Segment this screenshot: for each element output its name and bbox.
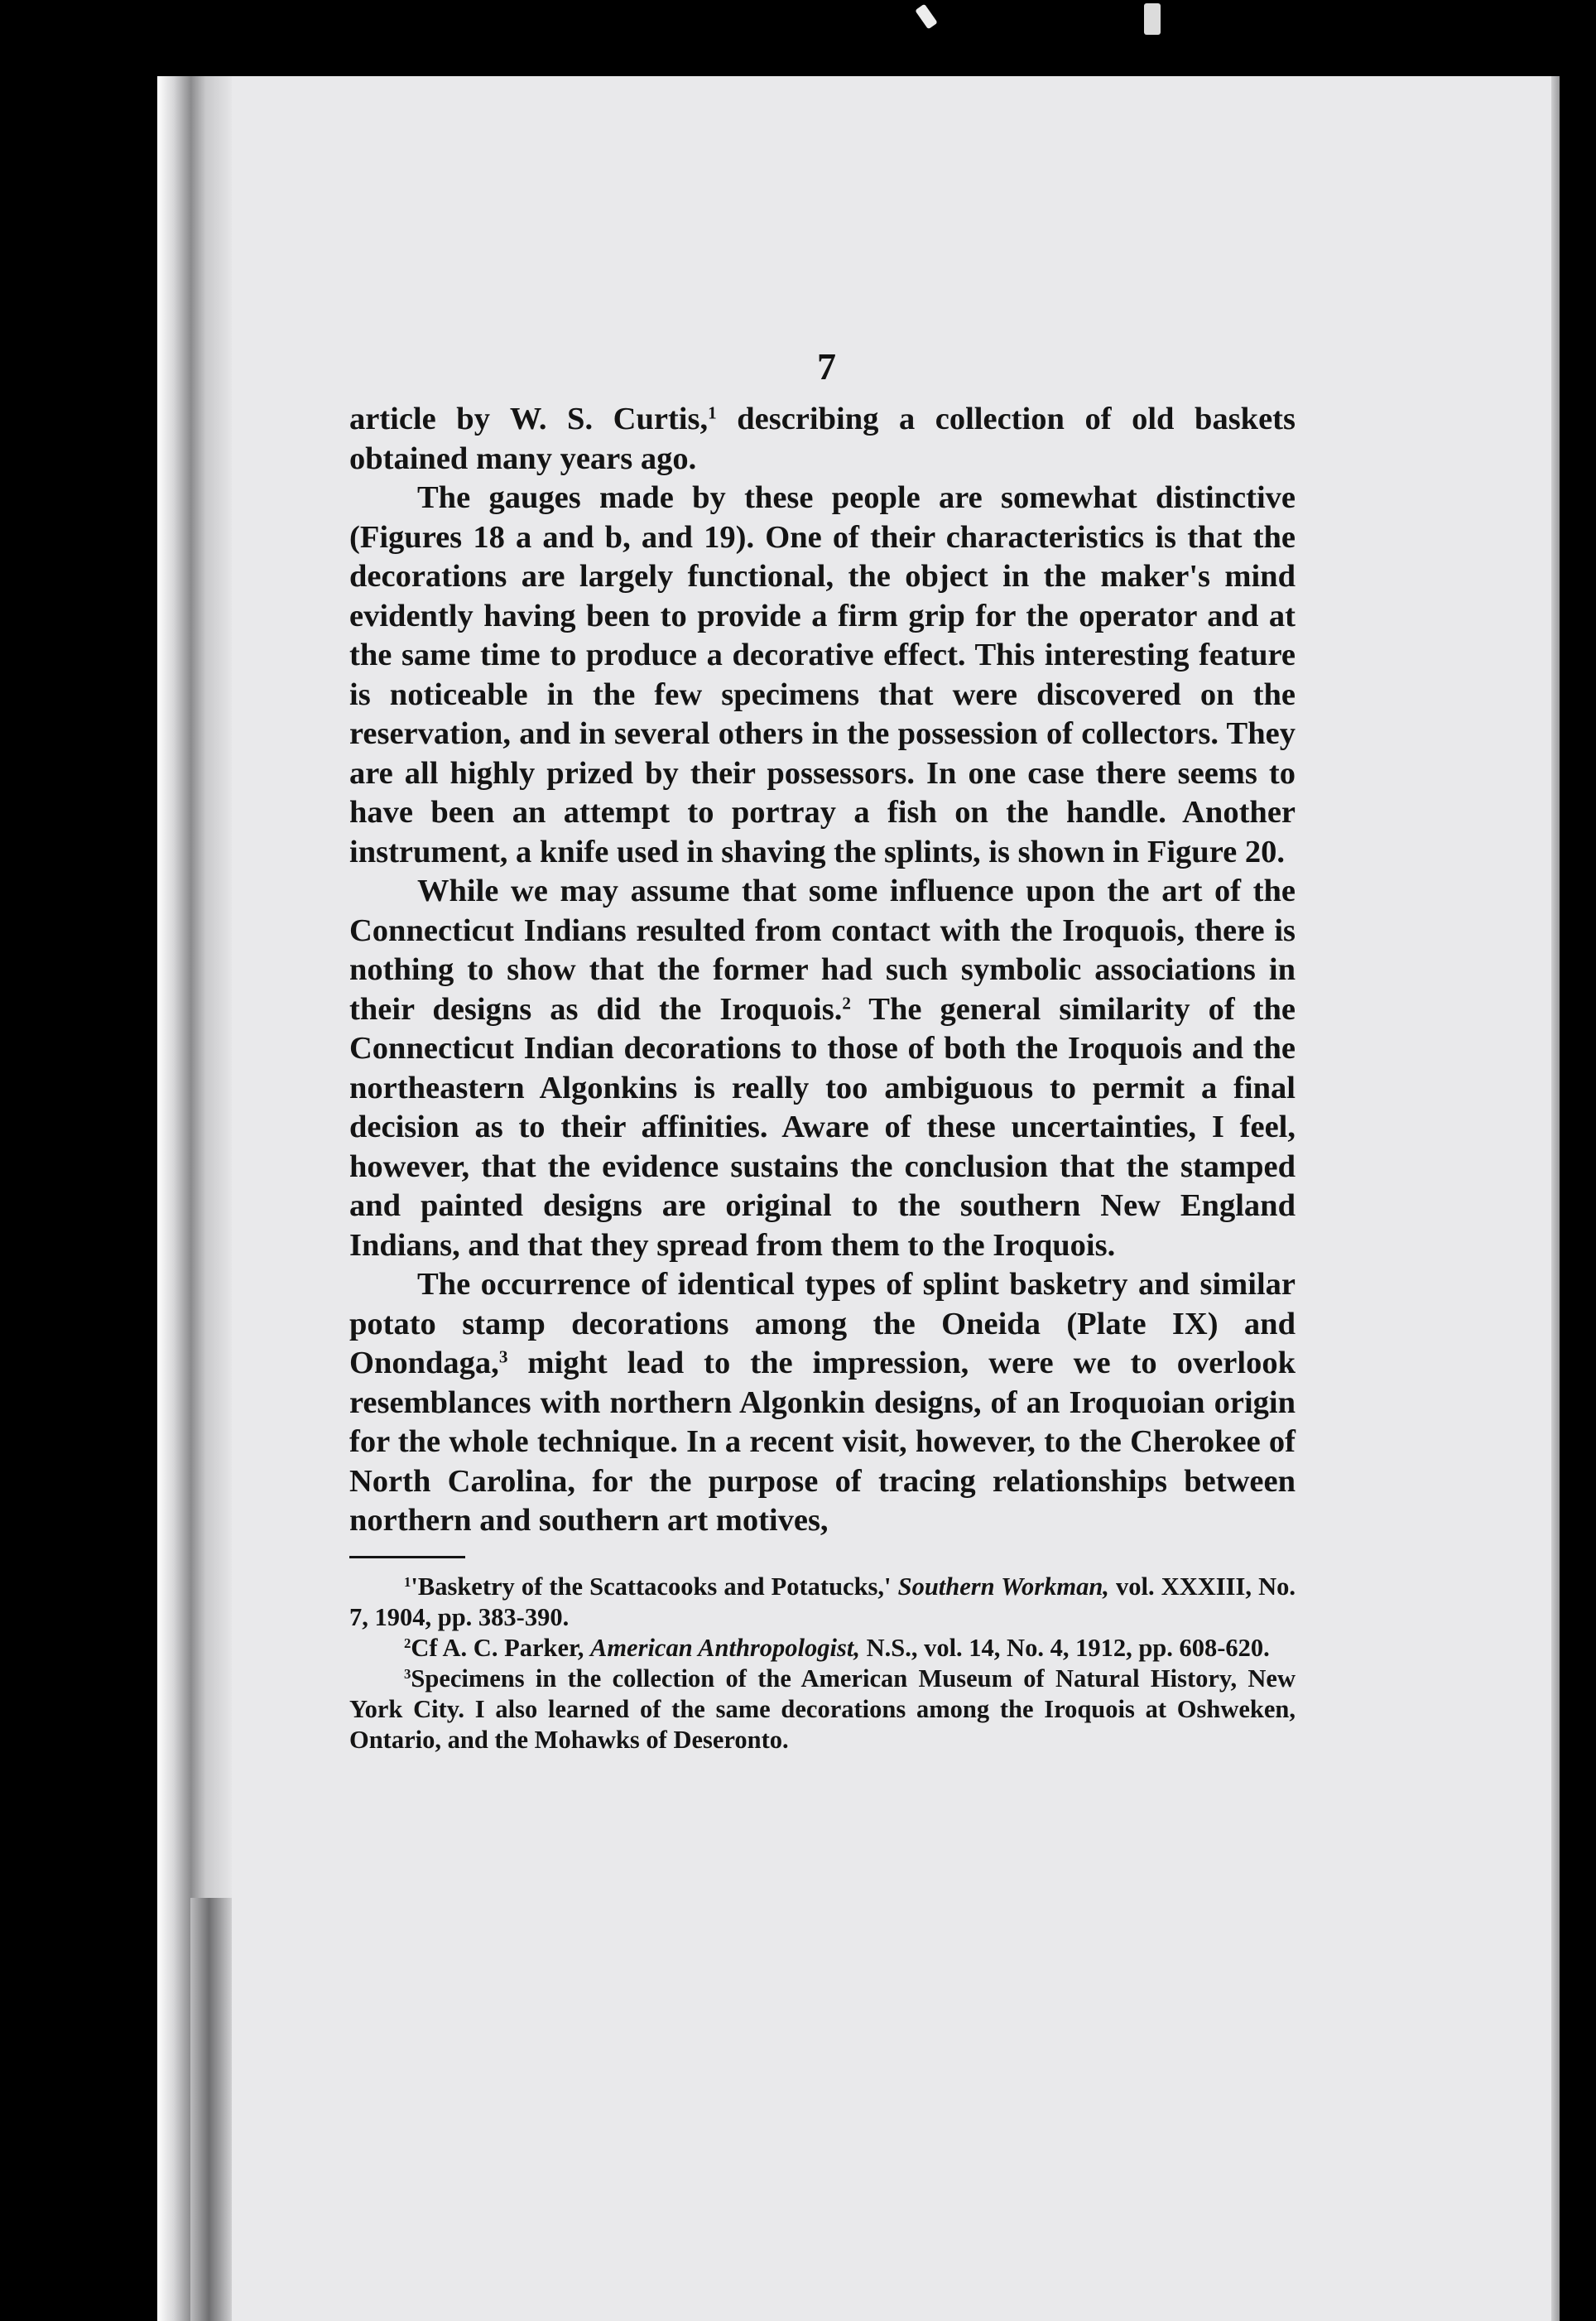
paragraph-1 [349,400,1296,479]
paragraph-text: While we may assume that some influence upon the art of the Connecticut Indians resulted from contact with the Iroquois, there is nothing to show that the former had such symbolic associations in their designs as did the Iroquois. [349,874,1296,1027]
footnote-text: 'Basketry of the Scattacooks and Potatucks,' [411,1572,898,1601]
footnote-ref[interactable]: 1 [708,402,717,423]
paragraph-text: might lead to the impression, were we to overlook resemblances with northern Algonkin designs, of an Iroquoian origin for the whole technique. In a recent visit, however, to the Cherokee of North Carolina, for the purpose of tracing relationships between northern and southern art motives, [349,1346,1296,1538]
paragraph-3 [349,872,1296,1265]
footnote-mark: 3 [404,1665,411,1682]
footnote-italic: American Anthropologist, [589,1633,860,1662]
footnote-text: N.S., vol. 14, No. 4, 1912, pp. 608-620. [859,1633,1270,1662]
footnote-text: Cf A. C. Parker, [411,1633,590,1662]
page-number: 7 [817,345,836,388]
scan-artifact-mark [915,4,938,30]
binding-shadow-lower [190,1898,232,2321]
paragraph-text: describing a collection of old baskets obtained many years ago. [349,402,1296,476]
paragraph-text: The occurrence of identical types of splint basketry and similar potato stamp decorations among the Oneida (Plate IX) and Onondaga, [349,1267,1296,1380]
page-edge [1551,76,1560,2321]
footnote-ref[interactable]: 2 [842,992,851,1013]
paragraph-text: The general similarity of the Connecticut Indian decorations to those of both the Iroquois and the northeastern Algonkins is really too ambiguous to permit a final decision as to their affinities. Aware of these uncertainties, I feel, however, that the evidence sustains the conclusion that the stamped and painted designs are original to the southern New England Indians, and that they spread from them to the Iroquois. [349,991,1296,1263]
footnote-italic: Southern Workman, [897,1572,1109,1601]
scan-artifact-mark [1144,3,1161,35]
footnote-ref[interactable]: 3 [498,1346,508,1367]
footnote-text: vol. XXXIII, No. 7, 1904, pp. 383-390. [349,1572,1296,1631]
footnote-3 [349,1664,1296,1755]
paragraph-text: article by W. S. Curtis, [349,402,709,436]
footnote-divider [349,1556,465,1558]
footnote-text: Specimens in the collection of the American Museum of Natural History, New York City. I also learned of the same decorations among the Iroquois at Oshweken, Ontario, and the Mohawks of Deseronto. [349,1664,1296,1754]
page-content [349,344,1296,1755]
footnote-mark: 2 [404,1635,411,1651]
paragraph-4 [349,1265,1296,1541]
footnote-mark: 1 [404,1573,411,1590]
footnote-2 [349,1633,1296,1664]
paragraph-2: The gauges made by these people are somewhat distinctive (Figures 18 a and b, and 19). One of their characteristics is that the decorations are largely functional, the object in the maker's mind evidently having been to provide a firm grip for the operator and at the same time to produce a decorative effect. This interesting feature is noticeable in the few specimens that were discovered on the reservation, and in several others in the possession of collectors. They are all highly prized by their possessors. In one case there seems to have been an attempt to portray a fish on the handle. Another instrument, a knife used in shaving the splints, is shown in Figure 20. [349,480,1296,869]
footnote-1 [349,1572,1296,1633]
